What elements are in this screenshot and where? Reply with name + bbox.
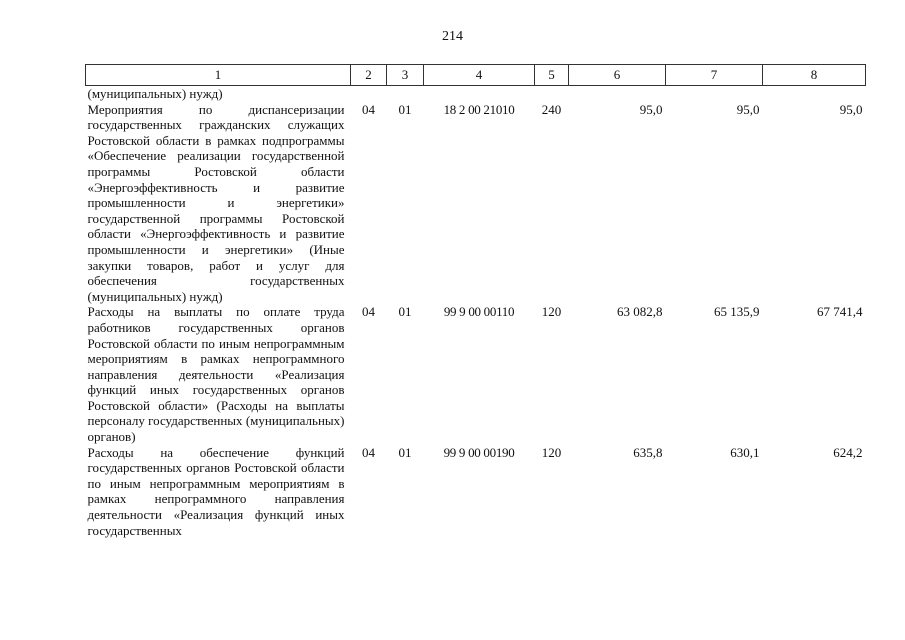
header-cell-8: 8 xyxy=(763,65,866,86)
header-row xyxy=(86,65,866,86)
header-cell-6: 6 xyxy=(569,65,666,86)
header-cell-4: 4 xyxy=(424,65,535,86)
row-description: Мероприятия по диспансеризации государственных гражданских служащих Ростовской области в рамках подпрограммы «Обеспечение реализации государственной программы Ростовской области «Энергоэффективность и развитие промышленности и энергетики» государственной программы Ростовской области «Энергоэффективность и развитие промышленности и энергетики» (Иные закупки товаров, работ и услуг для обеспечения государственных (муниципальных) нужд) xyxy=(87,101,345,304)
row-expense-type: 120 xyxy=(541,304,562,320)
row-section: 04 xyxy=(362,304,375,320)
table-body xyxy=(86,86,866,539)
row-subsection: 01 xyxy=(398,444,412,460)
page-number: 214 xyxy=(442,29,463,44)
table-row xyxy=(86,102,866,305)
budget-table xyxy=(85,64,866,538)
row-target-code: 99 9 00 00110 xyxy=(443,304,515,320)
header-cell-3: 3 xyxy=(387,65,424,86)
row-section: 04 xyxy=(362,101,375,117)
table-row xyxy=(86,445,866,539)
row-expense-type: 120 xyxy=(541,444,562,460)
table-row xyxy=(86,304,866,444)
row-sum-2: 65 135,9 xyxy=(714,304,760,320)
row-subsection: 01 xyxy=(398,304,412,320)
row-sum-1: 635,8 xyxy=(633,444,663,460)
row-description: Расходы на обеспечение функций государственных органов Ростовской области по иным непрограммным мероприятиям в рамках непрограммного направления деятельности «Реализация функций иных государственных xyxy=(87,444,345,538)
row-sum-3: 95,0 xyxy=(839,101,863,117)
row-subsection: 01 xyxy=(398,101,412,117)
table-header xyxy=(86,65,866,86)
row-target-code: 18 2 00 21010 xyxy=(443,101,515,117)
header-cell-5: 5 xyxy=(535,65,569,86)
row-target-code: 99 9 00 00190 xyxy=(443,444,515,460)
row-sum-2: 630,1 xyxy=(730,444,760,460)
row-section: 04 xyxy=(362,444,375,460)
row-sum-1: 95,0 xyxy=(639,101,663,117)
row-description: Расходы на выплаты по оплате труда работников государственных органов Ростовской области по иным непрограммным мероприятиям в рамках непрограммного направления деятельности «Реализация функций иных государственных органов Ростовской области» (Расходы на выплаты персоналу государственных (муниципальных) органов) xyxy=(87,304,345,445)
continuation-row xyxy=(86,86,866,102)
row-sum-3: 624,2 xyxy=(833,444,863,460)
row-sum-1: 63 082,8 xyxy=(617,304,663,320)
header-cell-7: 7 xyxy=(666,65,763,86)
row-expense-type: 240 xyxy=(541,101,562,117)
header-cell-2: 2 xyxy=(351,65,387,86)
row-sum-2: 95,0 xyxy=(736,101,760,117)
header-cell-1: 1 xyxy=(86,65,351,86)
row-sum-3: 67 741,4 xyxy=(817,304,863,320)
continuation-text: (муниципальных) нужд) xyxy=(87,86,223,101)
